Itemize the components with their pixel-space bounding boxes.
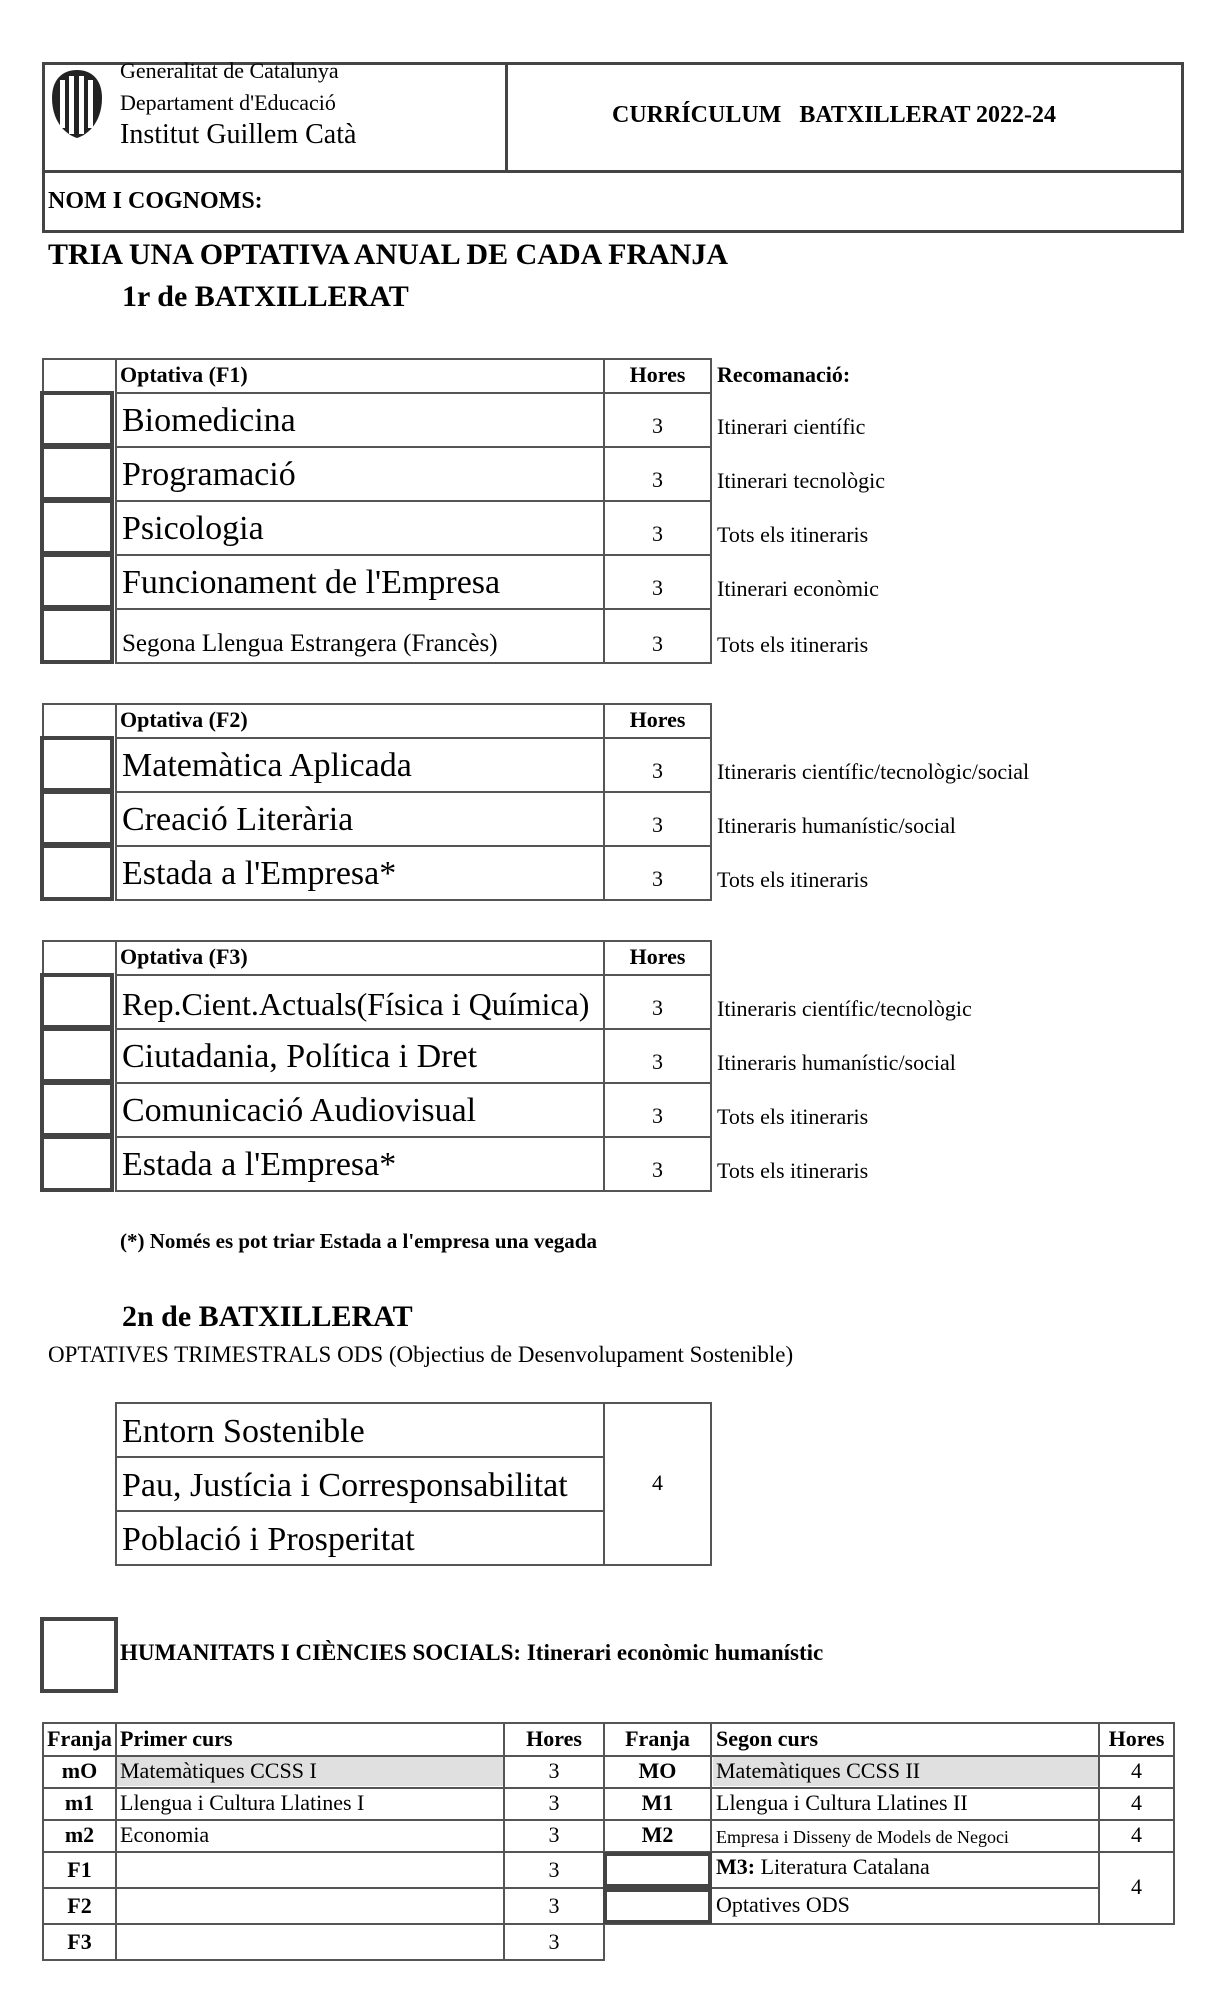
f2-row-hours: 3: [652, 812, 663, 837]
f3-row-rec: Itineraris científic/tecnològic: [717, 996, 972, 1021]
table-row-course: Matemàtiques CCSS II: [716, 1758, 921, 1783]
ods-option: Població i Prosperitat: [122, 1521, 415, 1558]
m3-course: M3: Literatura Catalana: [716, 1854, 930, 1879]
table-row-hours: 4: [1131, 1822, 1142, 1847]
f2-row-name: Estada a l'Empresa*: [122, 855, 397, 892]
f1-row-hours: 3: [652, 413, 663, 438]
ods-subheading: OPTATIVES TRIMESTRALS ODS (Objectius de Desenvolupament Sostenible): [48, 1342, 794, 1367]
f3-checkbox-3[interactable]: [40, 1081, 114, 1137]
f1-row-hours: 3: [652, 467, 663, 492]
table-row-hours: 3: [548, 1758, 560, 1783]
f1-row-hours: 3: [652, 521, 663, 546]
table-row-franja: m1: [64, 1790, 95, 1815]
f2-col-hours: Hores: [629, 707, 686, 732]
f3-row-rec: Tots els itineraris: [717, 1158, 869, 1183]
f3-row-hours: 3: [652, 1049, 663, 1074]
f3-row-rec: Tots els itineraris: [717, 1104, 869, 1129]
f1-checkbox-3[interactable]: [40, 499, 114, 555]
f2-row-rec: Itineraris humanístic/social: [717, 813, 956, 838]
f1-row-hours: 3: [652, 575, 663, 600]
f2-checkbox-2[interactable]: [40, 790, 114, 846]
name-label: NOM I COGNOMS:: [48, 188, 263, 214]
table-row-hours: 3: [548, 1893, 560, 1918]
table-row-course: Llengua i Cultura Llatines I: [120, 1790, 365, 1815]
table-row-franja: F2: [67, 1893, 92, 1918]
f1-checkbox-4[interactable]: [40, 553, 114, 609]
col-franja-2: Franja: [625, 1726, 690, 1751]
f1-row-name: Segona Llengua Estrangera (Francès): [122, 630, 498, 657]
col-hores-1: Hores: [526, 1726, 582, 1751]
m3-hours: 4: [1131, 1874, 1142, 1899]
f1-row-rec: Itinerari tecnològic: [717, 468, 885, 493]
f3-row-name: Estada a l'Empresa*: [122, 1146, 397, 1183]
ods-hours: 4: [652, 1470, 663, 1495]
f1-row-name: Biomedicina: [122, 402, 296, 439]
f2-checkbox-3[interactable]: [40, 844, 114, 901]
f1-checkbox-1[interactable]: [40, 391, 114, 447]
ods-optatives-checkbox[interactable]: [603, 1888, 712, 1924]
m3-checkbox[interactable]: [603, 1852, 712, 1888]
f1-checkbox-2[interactable]: [40, 445, 114, 501]
instructions-heading: TRIA UNA OPTATIVA ANUAL DE CADA FRANJA: [48, 238, 729, 271]
ods-option: Pau, Justícia i Corresponsabilitat: [122, 1467, 568, 1504]
table-row-franja: F3: [67, 1929, 92, 1954]
f3-row-hours: 3: [652, 1103, 663, 1128]
table-row-franja: MO: [638, 1758, 677, 1783]
f3-row-rec: Itineraris humanístic/social: [717, 1050, 956, 1075]
f1-col-rec: Recomanació:: [717, 362, 851, 387]
second-year-heading: 2n de BATXILLERAT: [122, 1300, 413, 1333]
table-row-course: Llengua i Cultura Llatines II: [716, 1790, 968, 1815]
document-title: CURRÍCULUM BATXILLERAT 2022-24: [612, 102, 1057, 128]
f1-row-name: Funcionament de l'Empresa: [122, 564, 501, 601]
table-row-hours: 3: [548, 1857, 560, 1882]
f2-row-hours: 3: [652, 866, 663, 891]
f3-row-name: Comunicació Audiovisual: [122, 1092, 477, 1129]
header-divider: [505, 62, 508, 172]
table-row-hours: 4: [1131, 1790, 1142, 1815]
f1-row-rec: Itinerari econòmic: [717, 576, 879, 601]
f2-row-rec: Itineraris científic/tecnològic/social: [717, 759, 1030, 784]
col-primer-curs: Primer curs: [120, 1726, 233, 1751]
f1-col-hours: Hores: [629, 362, 686, 387]
table-row-hours: 4: [1131, 1758, 1142, 1783]
school-name: Institut Guillem Catà: [120, 119, 357, 150]
org-line-1: Generalitat de Catalunya: [120, 58, 339, 83]
f2-row-name: Matemàtica Aplicada: [122, 747, 412, 784]
table-row-course: Economia: [120, 1822, 210, 1847]
table-row-hours: 3: [548, 1790, 560, 1815]
f1-row-rec: Tots els itineraris: [717, 632, 869, 657]
col-hores-2: Hores: [1108, 1726, 1165, 1751]
f2-row-rec: Tots els itineraris: [717, 867, 869, 892]
table-row-franja: M1: [641, 1790, 674, 1815]
table-row-course: Empresa i Disseny de Models de Negoci: [716, 1827, 1009, 1847]
table-row-hours: 3: [548, 1822, 560, 1847]
f3-row-hours: 3: [652, 1157, 663, 1182]
footnote: (*) Només es pot triar Estada a l'empresa una vegada: [120, 1229, 597, 1253]
f1-row-name: Programació: [122, 456, 296, 493]
f3-checkbox-1[interactable]: [40, 973, 114, 1029]
f2-col-name: Optativa (F2): [120, 707, 248, 732]
table-row-hours: 3: [548, 1929, 560, 1954]
f1-row-hours: 3: [652, 631, 663, 656]
table-row-franja: m2: [64, 1822, 95, 1847]
f3-row-name: Rep.Cient.Actuals(Física i Química): [122, 986, 590, 1022]
org-line-2: Departament d'Educació: [120, 90, 336, 115]
first-year-heading: 1r de BATXILLERAT: [122, 280, 409, 313]
f2-row-name: Creació Literària: [122, 801, 354, 838]
f3-col-hours: Hores: [629, 944, 686, 969]
f3-col-name: Optativa (F3): [120, 944, 248, 969]
f3-row-name: Ciutadania, Política i Dret: [122, 1038, 478, 1075]
table-row-franja: mO: [61, 1758, 98, 1783]
table-row-franja: F1: [67, 1857, 92, 1882]
header-divider-horizontal: [42, 170, 1184, 173]
f1-checkbox-5[interactable]: [40, 607, 114, 664]
col-franja-1: Franja: [47, 1726, 112, 1751]
itinerary-checkbox[interactable]: [40, 1617, 118, 1693]
f2-checkbox-1[interactable]: [40, 736, 114, 792]
f2-row-hours: 3: [652, 758, 663, 783]
table-row-course: Matemàtiques CCSS I: [120, 1758, 317, 1783]
f3-row-hours: 3: [652, 995, 663, 1020]
f1-row-name: Psicologia: [122, 510, 264, 547]
f1-row-rec: Itinerari científic: [717, 414, 866, 439]
itinerary-title: HUMANITATS I CIÈNCIES SOCIALS: Itinerari econòmic humanístic: [120, 1640, 824, 1665]
generalitat-logo-icon: [48, 68, 106, 140]
table-row-franja: M2: [641, 1822, 674, 1847]
f1-col-name: Optativa (F1): [120, 362, 248, 387]
f3-checkbox-2[interactable]: [40, 1027, 114, 1083]
col-segon-curs: Segon curs: [716, 1726, 819, 1751]
ods-optatives-course: Optatives ODS: [716, 1892, 850, 1917]
ods-option: Entorn Sostenible: [122, 1413, 365, 1450]
f3-checkbox-4[interactable]: [40, 1135, 114, 1192]
f1-row-rec: Tots els itineraris: [717, 522, 869, 547]
